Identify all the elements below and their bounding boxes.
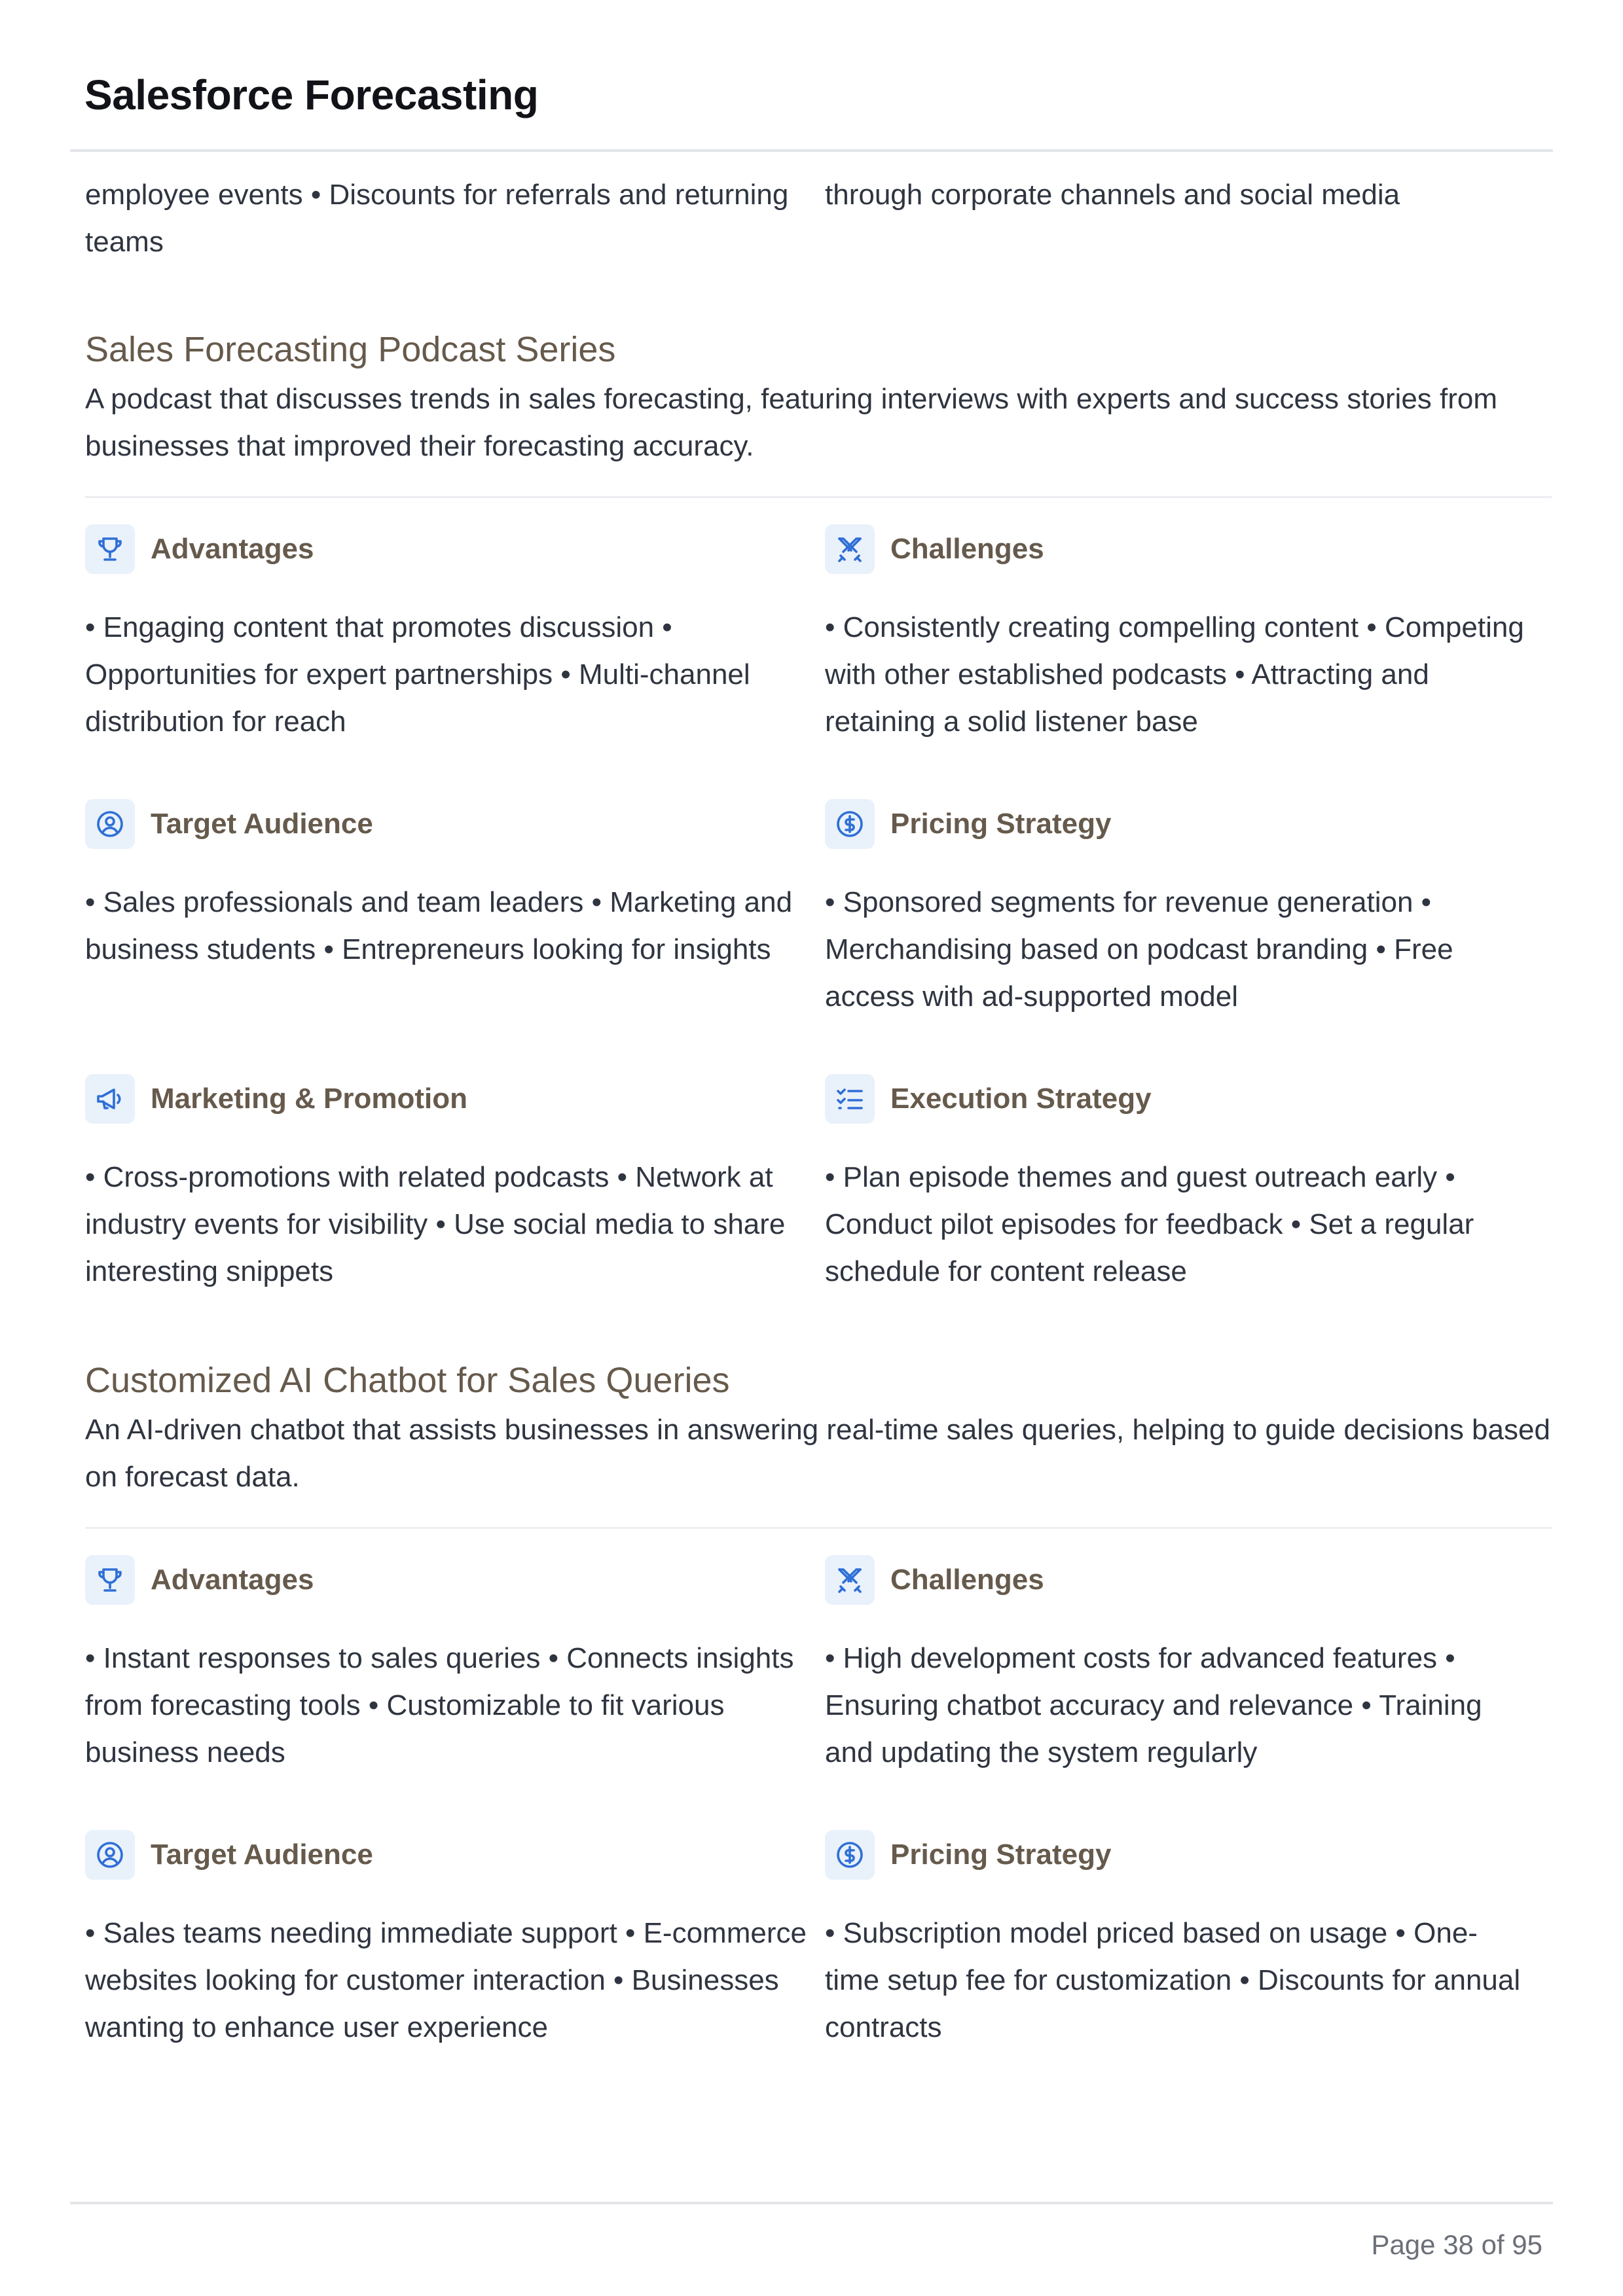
item-title: Challenges: [890, 1564, 1044, 1596]
item-text: • High development costs for advanced features • Ensuring chatbot accuracy and relevance • Training and updating the system regularly: [825, 1642, 1482, 1768]
item-title: Execution Strategy: [890, 1083, 1152, 1115]
section-grid: [85, 1529, 1552, 2079]
item-text: • Subscription model priced based on usage • One-time setup fee for customization • Discounts for annual contracts: [825, 1917, 1521, 2043]
item-advantages: [85, 1529, 825, 1804]
section-ai-chatbot: [85, 1359, 1552, 2079]
page-content: [85, 171, 1552, 2079]
item-text: • Consistently creating compelling content • Competing with other established podcasts • Attracting and retaining a solid listener base: [825, 611, 1524, 738]
user-circle-icon: [85, 799, 135, 849]
section-description: A podcast that discusses trends in sales forecasting, featuring interviews with experts and success stories from businesses that improved their forecasting accuracy.: [85, 383, 1498, 462]
checklist-icon: [825, 1074, 875, 1124]
megaphone-icon: [85, 1074, 135, 1124]
crossed-swords-icon: [825, 524, 875, 574]
page-footer: [70, 2202, 1553, 2260]
page-number: Page 38 of 95: [1371, 2229, 1542, 2260]
continuation-left: employee events • Discounts for referrals and returning teams: [85, 179, 789, 258]
item-title: Target Audience: [151, 808, 373, 840]
section-description: An AI-driven chatbot that assists businesses in answering real-time sales queries, helping to guide decisions based on forecast data.: [85, 1414, 1550, 1493]
section-grid: [85, 498, 1552, 1323]
item-challenges: [825, 1529, 1545, 1804]
item-target-audience: [85, 1804, 825, 2079]
item-title: Advantages: [151, 1564, 314, 1596]
item-text: • Sales teams needing immediate support • E-commerce websites looking for customer interaction • Businesses wanting to enhance user experience: [85, 1917, 807, 2043]
item-text: • Instant responses to sales queries • Connects insights from forecasting tools • Customizable to fit various business needs: [85, 1642, 794, 1768]
item-text: • Plan episode themes and guest outreach early • Conduct pilot episodes for feedback • Set a regular schedule for content release: [825, 1161, 1474, 1287]
dollar-circle-icon: [825, 799, 875, 849]
item-title: Target Audience: [151, 1839, 373, 1871]
item-pricing-strategy: [825, 1804, 1545, 2079]
item-text: • Engaging content that promotes discussion • Opportunities for expert partnerships • Multi-channel distribution for reach: [85, 611, 750, 738]
item-advantages: [85, 498, 825, 773]
section-title: Customized AI Chatbot for Sales Queries: [85, 1361, 730, 1400]
item-pricing-strategy: [825, 773, 1545, 1048]
item-title: Marketing & Promotion: [151, 1083, 468, 1115]
item-text: • Sponsored segments for revenue generation • Merchandising based on podcast branding • Free access with ad-supported model: [825, 886, 1453, 1013]
item-execution-strategy: [825, 1048, 1545, 1323]
item-text: • Sales professionals and team leaders • Marketing and business students • Entrepreneurs looking for insights: [85, 886, 793, 965]
item-text: • Cross-promotions with related podcasts • Network at industry events for visibility • Use social media to share interesting snippets: [85, 1161, 786, 1287]
page-header: [70, 0, 1553, 152]
section-podcast: [85, 329, 1552, 1323]
continuation-block: [85, 171, 1552, 266]
section-title: Sales Forecasting Podcast Series: [85, 330, 616, 369]
item-challenges: [825, 498, 1545, 773]
trophy-icon: [85, 1555, 135, 1605]
item-marketing-promotion: [85, 1048, 825, 1323]
item-title: Challenges: [890, 533, 1044, 565]
page-title: Salesforce Forecasting: [84, 71, 539, 118]
user-circle-icon: [85, 1830, 135, 1880]
item-title: Advantages: [151, 533, 314, 565]
dollar-circle-icon: [825, 1830, 875, 1880]
crossed-swords-icon: [825, 1555, 875, 1605]
item-target-audience: [85, 773, 825, 1048]
item-title: Pricing Strategy: [890, 808, 1112, 840]
continuation-right: through corporate channels and social media: [825, 179, 1400, 211]
item-title: Pricing Strategy: [890, 1839, 1112, 1871]
trophy-icon: [85, 524, 135, 574]
